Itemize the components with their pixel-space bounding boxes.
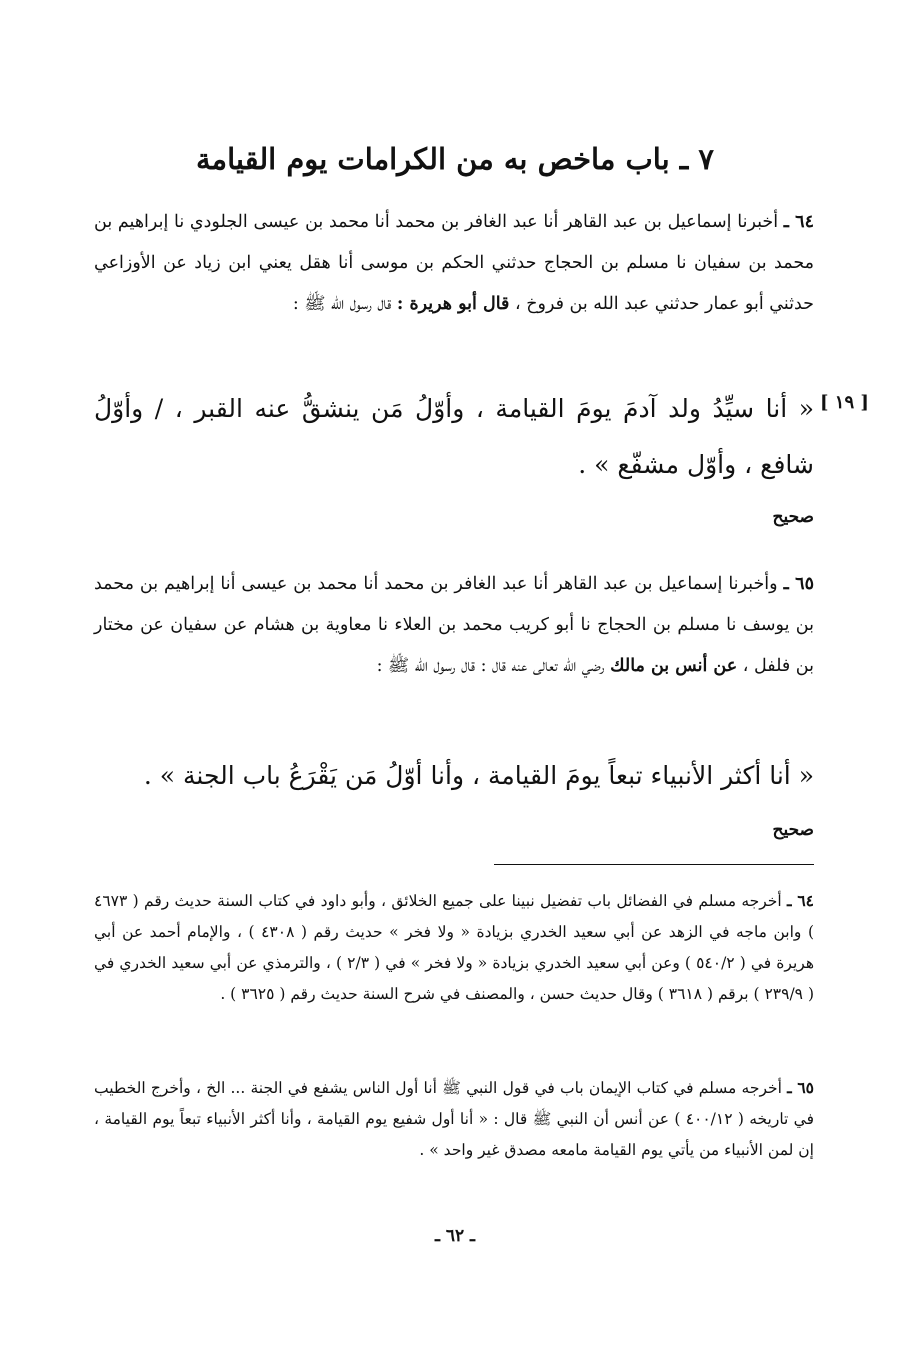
hadith-65-isnad	[94, 564, 814, 687]
footnote-64	[94, 885, 814, 1010]
hadith-64-text: « أنا سيِّدُ ولد آدمَ يومَ القيامة ، وأوّلُ مَن ينشقُّ عنه القبر ، / وأوّلُ شافع ، وأوّل مشفّع » .	[94, 394, 814, 479]
hadith-64-chain-end: قال رسول الله ﷺ :	[292, 294, 392, 314]
hadith-65-number: ٦٥ ـ	[783, 574, 814, 594]
footnote-65-text: أخرجه مسلم في كتاب الإيمان باب في قول النبي ﷺ أنا أول الناس يشفع في الجنة ... الخ ، وأخرج الخطيب في تاريخه ( ٤٠٠/١٢ ) عن أنس أن النبي ﷺ قال : « أنا أول شفيع يوم القيامة ، وأنا أكثر الأنبياء تبعاً يوم القيامة ، إن لمن الأنبياء من يأتي يوم القيامة مامعه مصدق غير واحد » .	[94, 1079, 815, 1159]
hadith-64-chain-start: أخبرنا إسماعيل بن عبد القاهر أنا عبد الغافر بن محمد أنا محمد بن عيسى الجلودي نا إبراهيم بن محمد بن سفيان نا مسلم بن الحجاج حدثني الحكم بن موسى أنا هقل يعني ابن زياد عن الأوزاعي حدثني أبو عمار حدثني عبد الله بن فروخ ،	[94, 212, 814, 314]
hadith-64-narrator: قال أبو هريرة :	[396, 294, 510, 314]
hadith-65-grade: صحيح	[772, 820, 814, 840]
hadith-64-number: ٦٤ ـ	[783, 212, 814, 232]
hadith-65-chain-start: وأخبرنا إسماعيل بن عبد القاهر أنا عبد الغافر بن محمد أنا محمد بن عيسى أنا إبراهيم بن محمد بن يوسف نا مسلم بن الحجاج نا أبو كريب محمد بن العلاء نا معاوية بن هشام عن سفيان عن مختار بن فلفل ،	[94, 574, 814, 676]
hadith-64-isnad	[94, 202, 814, 325]
footnote-64-number: ٦٤ ـ	[787, 891, 815, 910]
hadith-64-grade: صحيح	[772, 507, 814, 527]
chapter-title: ٧ ـ باب ماخص به من الكرامات يوم القيامة	[196, 142, 714, 176]
footnote-65	[94, 1072, 814, 1166]
hadith-65-chain-end: رضي الله تعالى عنه قال : قال رسول الله ﷺ :	[376, 656, 605, 676]
footnote-65-number: ٦٥ ـ	[787, 1078, 814, 1097]
footnote-64-text: أخرجه مسلم في الفضائل باب تفضيل نبينا على جميع الخلائق ، وأبو داود في كتاب السنة حديث رقم ( ٤٦٧٣ ) وابن ماجه في الزهد عن أبي سعيد الخدري بزيادة « ولا فخر » حديث رقم ( ٤٣٠٨ ) ، والإمام أحمد عن أبي هريرة في ( ٥٤٠/٢ ) وعن أبي سعيد الخدري بزيادة « ولا فخر » في ( ٢/٣ ) ، والترمذي عن أبي سعيد الخدري في ( ٢٣٩/٩ ) برقم ( ٣٦١٨ ) وقال حديث حسن ، والمصنف في شرح السنة حديث رقم ( ٣٦٢٥ ) .	[94, 892, 815, 1003]
footnote-separator	[494, 864, 814, 865]
hadith-65-text: « أنا أكثر الأنبياء تبعاً يومَ القيامة ، وأنا أوّلُ مَن يَقْرَعُ باب الجنة » .	[143, 761, 814, 790]
hadith-65-narrator: عن أنس بن مالك	[610, 656, 738, 676]
page-number: ـ ٦٢ ـ	[434, 1226, 476, 1246]
manuscript-folio-ref: [ ١٩ ]	[820, 392, 869, 413]
